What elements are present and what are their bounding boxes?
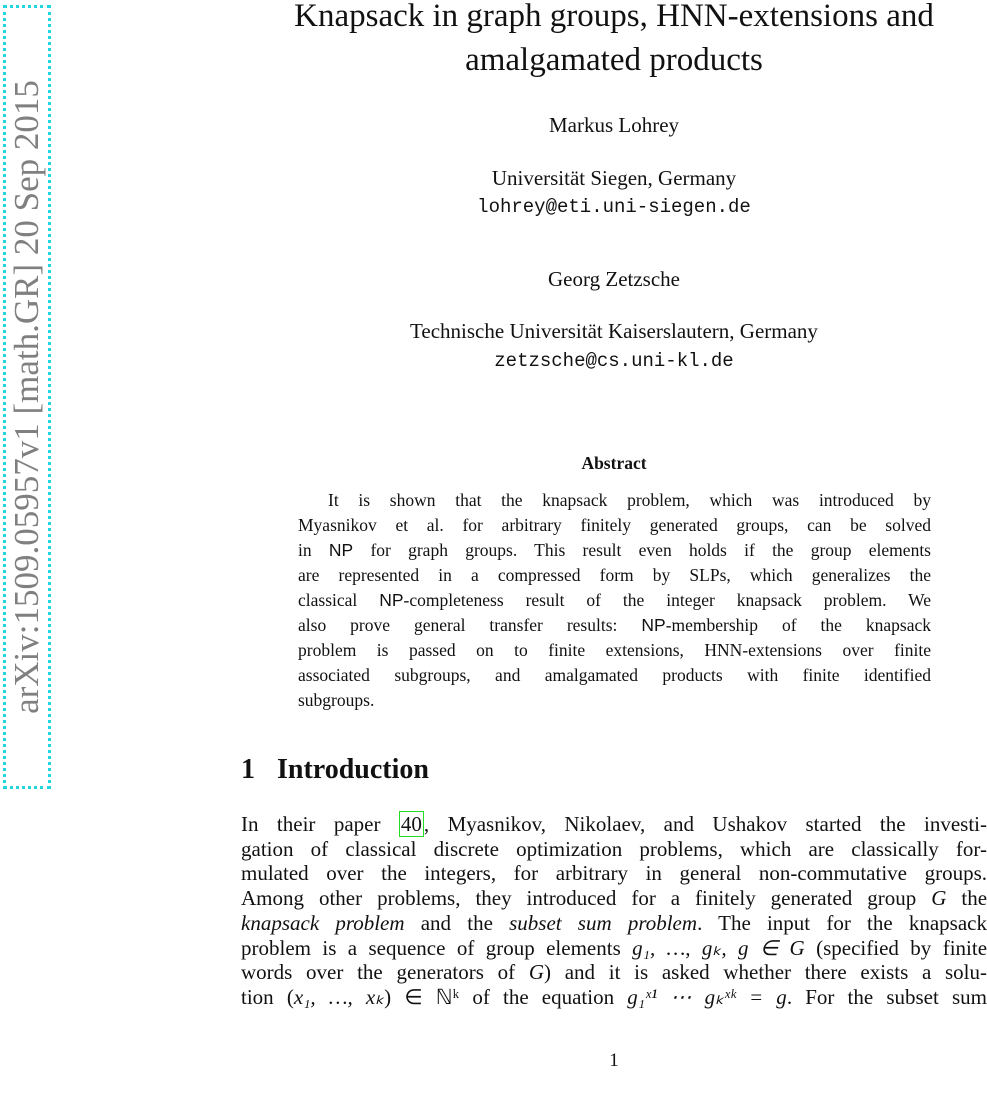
text-line bbox=[298, 540, 931, 561]
section-title: Introduction bbox=[277, 754, 429, 785]
text-segment: G bbox=[528, 960, 544, 985]
text-segment: tion ( bbox=[241, 984, 294, 1009]
text-line bbox=[298, 615, 931, 636]
text-line bbox=[241, 985, 987, 1010]
arxiv-id: arXiv:1509.05957v1 [math.GR] 20 Sep 2015 bbox=[7, 80, 46, 714]
text-segment: ) ∈ ℕᵏ of the equation bbox=[384, 984, 628, 1009]
text-line bbox=[241, 812, 987, 837]
text-segment: subset sum problem bbox=[509, 910, 698, 935]
text-line bbox=[298, 690, 931, 711]
text-segment: mulated over the integers, for arbitrary in general non-commutative groups. bbox=[241, 861, 987, 886]
text-segment: . The input for the knapsack bbox=[697, 910, 987, 935]
text-line bbox=[241, 911, 987, 936]
text-segment: Myasnikov et al. for arbitrary finitely generated groups, can be solved bbox=[298, 515, 931, 535]
citation-link[interactable]: 40 bbox=[400, 812, 422, 836]
text-segment: classical bbox=[298, 590, 380, 610]
text-segment: NP bbox=[379, 590, 404, 610]
text-segment: , Myasnikov, Nikolaev, and Ushakov started the investi- bbox=[423, 812, 987, 836]
text-segment: also prove general transfer results: bbox=[298, 615, 642, 635]
author-affiliation: Universität Siegen, Germany bbox=[491, 166, 737, 190]
author-affiliation: Technische Universität Kaiserslautern, Germany bbox=[410, 319, 818, 343]
text-line bbox=[241, 960, 987, 985]
page-number: 1 bbox=[609, 1050, 619, 1071]
text-line bbox=[298, 565, 931, 586]
text-segment: are represented in a compressed form by SLPs, which generalizes the bbox=[298, 565, 931, 585]
text-segment: Among other problems, they introduced for a finitely generated group bbox=[241, 886, 932, 911]
text-segment: g₁, …, gₖ, g ∈ G bbox=[632, 935, 805, 960]
text-segment: associated subgroups, and amalgamated products with finite identified bbox=[298, 665, 931, 685]
text-segment: the bbox=[946, 886, 987, 911]
text-segment: for graph groups. This result even holds if the group elements bbox=[353, 540, 931, 560]
abstract-heading: Abstract bbox=[581, 453, 647, 473]
text-line bbox=[241, 936, 987, 961]
paper-title-line-1: Knapsack in graph groups, HNN-extensions and bbox=[294, 0, 934, 34]
author-email[interactable]: zetzsche@cs.uni-kl.de bbox=[494, 350, 734, 372]
section-heading bbox=[241, 754, 429, 786]
arxiv-stamp bbox=[3, 5, 51, 789]
text-segment: words over the generators of bbox=[241, 960, 529, 985]
text-segment: In their paper bbox=[241, 812, 399, 836]
text-segment: It is shown that the knapsack problem, which was introduced by bbox=[328, 490, 931, 510]
text-segment: . For the subset sum bbox=[786, 984, 987, 1009]
text-segment: NP bbox=[328, 540, 354, 560]
text-segment: -membership of the knapsack bbox=[665, 615, 931, 635]
paper-title-line-2: amalgamated products bbox=[465, 42, 763, 78]
text-line bbox=[241, 837, 987, 862]
text-segment: -completeness result of the integer knapsack problem. We bbox=[403, 590, 931, 610]
text-segment: and the bbox=[404, 910, 510, 935]
text-segment: g₁ˣ¹ ⋯ gₖˣᵏ = g bbox=[627, 984, 787, 1009]
section-number: 1 bbox=[241, 754, 255, 785]
text-segment: problem is a sequence of group elements bbox=[241, 935, 633, 960]
author-name: Georg Zetzsche bbox=[548, 267, 680, 291]
author-name: Markus Lohrey bbox=[548, 113, 680, 137]
text-line bbox=[298, 665, 931, 686]
text-line bbox=[298, 490, 931, 511]
text-segment: x₁, …, xₖ bbox=[293, 984, 385, 1009]
text-segment: gation of classical discrete optimization problems, which are classically for- bbox=[241, 836, 987, 861]
text-line bbox=[298, 640, 931, 661]
text-segment: subgroups. bbox=[298, 690, 375, 710]
text-line bbox=[298, 515, 931, 536]
text-segment: ) and it is asked whether there exists a solu- bbox=[544, 960, 987, 985]
text-segment: NP bbox=[641, 615, 666, 635]
text-line bbox=[298, 590, 931, 611]
text-segment: knapsack problem bbox=[241, 910, 405, 935]
text-segment: problem is passed on to finite extensions, HNN-extensions over finite bbox=[298, 640, 931, 660]
text-segment: G bbox=[931, 886, 947, 911]
author-email[interactable]: lohrey@eti.uni-siegen.de bbox=[477, 196, 751, 218]
text-segment: (specified by finite bbox=[804, 935, 987, 960]
text-line bbox=[241, 861, 987, 886]
text-line bbox=[241, 886, 987, 911]
text-segment: in bbox=[298, 540, 329, 560]
